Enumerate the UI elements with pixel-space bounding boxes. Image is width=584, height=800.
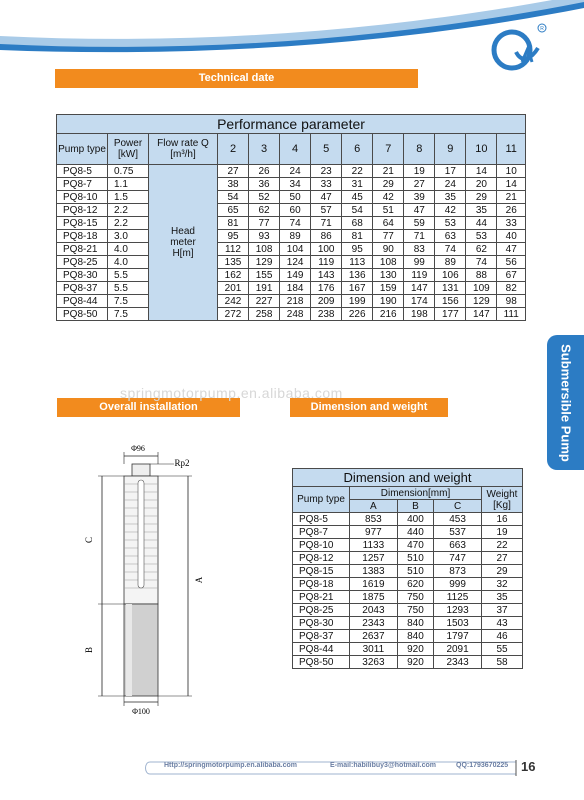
table-row — [57, 191, 526, 204]
dim-b-value: 440 — [397, 526, 433, 539]
table-row — [57, 165, 526, 178]
head-value: 59 — [404, 217, 435, 230]
dim-c-value: 2343 — [434, 656, 482, 669]
footer-email: E-mail:habilibuy3@hotmail.com — [330, 762, 437, 769]
head-value: 39 — [404, 191, 435, 204]
dim-pump-model: PQ8-5 — [293, 513, 350, 526]
dim-pump-model: PQ8-10 — [293, 539, 350, 552]
head-value: 143 — [311, 269, 342, 282]
weight-value: 32 — [482, 578, 523, 591]
power-value: 4.0 — [108, 256, 149, 269]
dim-weight-header: Weight [Kg] — [482, 487, 523, 513]
head-value: 95 — [218, 230, 249, 243]
pump-model: PQ8-7 — [57, 178, 108, 191]
head-value: 64 — [373, 217, 404, 230]
side-tab-label: Submersible Pump — [558, 343, 573, 462]
head-value: 21 — [497, 191, 526, 204]
head-value: 184 — [280, 282, 311, 295]
head-value: 67 — [497, 269, 526, 282]
power-value: 2.2 — [108, 204, 149, 217]
head-value: 21 — [373, 165, 404, 178]
flow-value-header: 4 — [280, 134, 311, 165]
footer-website: Http://springmotorpump.en.alibaba.com — [164, 762, 298, 769]
head-value: 47 — [497, 243, 526, 256]
head-value: 53 — [435, 217, 466, 230]
dim-a-value: 2637 — [350, 630, 398, 643]
head-value: 149 — [280, 269, 311, 282]
head-value: 74 — [466, 256, 497, 269]
dim-c-value: 453 — [434, 513, 482, 526]
dim-c-value: 663 — [434, 539, 482, 552]
table-row — [57, 269, 526, 282]
head-value: 56 — [497, 256, 526, 269]
head-value: 176 — [311, 282, 342, 295]
dim-c-value: 2091 — [434, 643, 482, 656]
head-value: 248 — [280, 308, 311, 321]
dim-a-value: 3263 — [350, 656, 398, 669]
head-value: 24 — [280, 165, 311, 178]
dim-pump-model: PQ8-37 — [293, 630, 350, 643]
power-value: 5.5 — [108, 269, 149, 282]
pump-model: PQ8-21 — [57, 243, 108, 256]
table-row — [293, 565, 523, 578]
head-value: 89 — [435, 256, 466, 269]
power-value: 5.5 — [108, 282, 149, 295]
dim-b-value: 840 — [397, 630, 433, 643]
table-row — [57, 308, 526, 321]
head-value: 17 — [435, 165, 466, 178]
head-value: 108 — [249, 243, 280, 256]
head-value: 209 — [311, 295, 342, 308]
page-number: 16 — [521, 759, 536, 774]
company-logo — [486, 18, 548, 80]
pump-model: PQ8-18 — [57, 230, 108, 243]
head-value: 113 — [342, 256, 373, 269]
head-value: 77 — [373, 230, 404, 243]
dimension-weight-banner: Dimension and weight — [290, 398, 448, 417]
table-row — [57, 295, 526, 308]
table-row — [57, 178, 526, 191]
head-value: 54 — [218, 191, 249, 204]
table-row — [293, 630, 523, 643]
pump-installation-drawing — [80, 440, 240, 720]
head-value: 62 — [249, 204, 280, 217]
head-value: 77 — [249, 217, 280, 230]
dim-c-value: 1503 — [434, 617, 482, 630]
head-value: 31 — [342, 178, 373, 191]
head-value: 218 — [280, 295, 311, 308]
head-value: 198 — [404, 308, 435, 321]
head-value: 81 — [342, 230, 373, 243]
head-value: 242 — [218, 295, 249, 308]
dim-b-value: 750 — [397, 591, 433, 604]
dim-pump-model: PQ8-12 — [293, 552, 350, 565]
power-value: 0.75 — [108, 165, 149, 178]
dim-pump-model: PQ8-18 — [293, 578, 350, 591]
footer-qq: QQ:1793670225 — [456, 762, 509, 769]
dim-b-value: 470 — [397, 539, 433, 552]
head-value: 36 — [249, 178, 280, 191]
dim-b-value: 400 — [397, 513, 433, 526]
head-value: 10 — [497, 165, 526, 178]
dim-a-value: 3011 — [350, 643, 398, 656]
head-value: 190 — [373, 295, 404, 308]
dim-b-value: 750 — [397, 604, 433, 617]
head-value: 42 — [435, 204, 466, 217]
table-row — [293, 656, 523, 669]
table-row — [293, 513, 523, 526]
head-label-line: H[m] — [172, 248, 194, 259]
head-value: 83 — [404, 243, 435, 256]
head-value: 33 — [311, 178, 342, 191]
dimension-b-label: B — [84, 646, 94, 654]
head-value: 63 — [435, 230, 466, 243]
head-value: 74 — [435, 243, 466, 256]
weight-value: 43 — [482, 617, 523, 630]
table-row — [293, 526, 523, 539]
head-value: 81 — [218, 217, 249, 230]
power-value: 3.0 — [108, 230, 149, 243]
head-value: 100 — [311, 243, 342, 256]
head-value: 109 — [466, 282, 497, 295]
head-value: 130 — [373, 269, 404, 282]
dim-b-value: 620 — [397, 578, 433, 591]
table-row — [57, 256, 526, 269]
head-value: 129 — [466, 295, 497, 308]
dim-dimension-header: Dimension[mm] — [350, 487, 482, 500]
dim-pump-model: PQ8-7 — [293, 526, 350, 539]
dimension-a-label: A — [194, 576, 204, 584]
table-row — [293, 617, 523, 630]
head-value: 129 — [249, 256, 280, 269]
head-value: 82 — [497, 282, 526, 295]
power-value: 1.5 — [108, 191, 149, 204]
dim-c-value: 873 — [434, 565, 482, 578]
table-row — [57, 217, 526, 230]
weight-value: 46 — [482, 630, 523, 643]
dim-c-value: 1125 — [434, 591, 482, 604]
head-value: 131 — [435, 282, 466, 295]
table-row — [293, 578, 523, 591]
dim-a-value: 2043 — [350, 604, 398, 617]
head-value: 65 — [218, 204, 249, 217]
table-row — [57, 230, 526, 243]
dim-b-value: 840 — [397, 617, 433, 630]
head-value: 147 — [466, 308, 497, 321]
power-value: 7.5 — [108, 295, 149, 308]
head-label-line: Head — [171, 226, 195, 237]
svg-text:R: R — [540, 26, 544, 32]
head-value: 162 — [218, 269, 249, 282]
dim-a-value: 1875 — [350, 591, 398, 604]
weight-value: 19 — [482, 526, 523, 539]
pump-model: PQ8-15 — [57, 217, 108, 230]
dimension-table — [292, 468, 523, 669]
head-value: 50 — [280, 191, 311, 204]
flow-value-header: 6 — [342, 134, 373, 165]
head-value: 20 — [466, 178, 497, 191]
head-value: 238 — [311, 308, 342, 321]
technical-date-banner: Technical date — [55, 69, 418, 88]
weight-value: 29 — [482, 565, 523, 578]
head-value: 52 — [249, 191, 280, 204]
head-value: 19 — [404, 165, 435, 178]
dim-b-value: 920 — [397, 643, 433, 656]
dim-pump-model: PQ8-50 — [293, 656, 350, 669]
head-value: 51 — [373, 204, 404, 217]
table-row — [57, 204, 526, 217]
head-value: 40 — [497, 230, 526, 243]
head-value: 95 — [342, 243, 373, 256]
power-value: 4.0 — [108, 243, 149, 256]
pump-model: PQ8-50 — [57, 308, 108, 321]
head-value: 57 — [311, 204, 342, 217]
head-value: 26 — [497, 204, 526, 217]
head-value: 33 — [497, 217, 526, 230]
pump-model: PQ8-10 — [57, 191, 108, 204]
head-value: 47 — [311, 191, 342, 204]
head-value: 227 — [249, 295, 280, 308]
dim-c-value: 1797 — [434, 630, 482, 643]
head-value: 35 — [466, 204, 497, 217]
dim-pump-model: PQ8-25 — [293, 604, 350, 617]
weight-value: 58 — [482, 656, 523, 669]
head-value: 68 — [342, 217, 373, 230]
head-value: 29 — [466, 191, 497, 204]
flow-value-header: 2 — [218, 134, 249, 165]
head-value: 24 — [435, 178, 466, 191]
head-value: 167 — [342, 282, 373, 295]
head-value: 26 — [249, 165, 280, 178]
dimension-c-label: C — [84, 536, 94, 544]
head-value: 119 — [311, 256, 342, 269]
head-value: 86 — [311, 230, 342, 243]
head-value: 71 — [311, 217, 342, 230]
dim-c-value: 1293 — [434, 604, 482, 617]
weight-value: 37 — [482, 604, 523, 617]
flow-value-header: 8 — [404, 134, 435, 165]
performance-title: Performance parameter — [57, 115, 526, 134]
head-value: 174 — [404, 295, 435, 308]
pump-model: PQ8-12 — [57, 204, 108, 217]
dim-b-value: 920 — [397, 656, 433, 669]
flow-value-header: 9 — [435, 134, 466, 165]
table-row — [293, 604, 523, 617]
head-value: 23 — [311, 165, 342, 178]
thread-label: Rp2 — [174, 458, 190, 468]
head-value: 34 — [280, 178, 311, 191]
head-value: 119 — [404, 269, 435, 282]
submersible-pump-tab — [547, 335, 584, 470]
head-value: 135 — [218, 256, 249, 269]
head-value: 74 — [280, 217, 311, 230]
head-value: 147 — [404, 282, 435, 295]
table-row — [57, 282, 526, 295]
pump-model: PQ8-37 — [57, 282, 108, 295]
flow-value-header: 11 — [497, 134, 526, 165]
head-value: 44 — [466, 217, 497, 230]
head-value: 177 — [435, 308, 466, 321]
head-value: 45 — [342, 191, 373, 204]
power-value: 2.2 — [108, 217, 149, 230]
dim-a-value: 1383 — [350, 565, 398, 578]
head-value: 53 — [466, 230, 497, 243]
weight-value: 35 — [482, 591, 523, 604]
dim-c-value: 999 — [434, 578, 482, 591]
dim-pump-model: PQ8-30 — [293, 617, 350, 630]
flow-rate-header: Flow rate Q [m³/h] — [149, 134, 218, 165]
head-value: 156 — [435, 295, 466, 308]
dim-pump-model: PQ8-21 — [293, 591, 350, 604]
performance-table — [56, 114, 526, 321]
dim-c-value: 747 — [434, 552, 482, 565]
dim-a-value: 1133 — [350, 539, 398, 552]
head-label-line: meter — [170, 237, 196, 248]
dim-a-value: 977 — [350, 526, 398, 539]
head-value: 124 — [280, 256, 311, 269]
head-value: 272 — [218, 308, 249, 321]
dim-b-header: B — [397, 500, 433, 513]
head-value: 14 — [497, 178, 526, 191]
watermark-text: springmotorpump.en.alibaba.com — [120, 385, 343, 401]
weight-value: 27 — [482, 552, 523, 565]
flow-value-header: 5 — [311, 134, 342, 165]
top-diameter-label: Φ96 — [131, 444, 145, 453]
head-value: 111 — [497, 308, 526, 321]
weight-value: 55 — [482, 643, 523, 656]
head-value: 99 — [404, 256, 435, 269]
head-value: 71 — [404, 230, 435, 243]
dim-c-value: 537 — [434, 526, 482, 539]
table-row — [293, 591, 523, 604]
head-value: 42 — [373, 191, 404, 204]
head-value: 27 — [218, 165, 249, 178]
overall-installation-banner: Overall installation — [57, 398, 240, 417]
dim-a-header: A — [350, 500, 398, 513]
dim-pump-model: PQ8-15 — [293, 565, 350, 578]
pump-model: PQ8-44 — [57, 295, 108, 308]
head-value: 258 — [249, 308, 280, 321]
pump-model: PQ8-25 — [57, 256, 108, 269]
table-row — [293, 552, 523, 565]
head-value: 60 — [280, 204, 311, 217]
head-value: 47 — [404, 204, 435, 217]
head-value: 201 — [218, 282, 249, 295]
head-value: 62 — [466, 243, 497, 256]
head-value: 136 — [342, 269, 373, 282]
head-meter-label — [149, 165, 218, 321]
head-value: 38 — [218, 178, 249, 191]
head-value: 54 — [342, 204, 373, 217]
dimension-title: Dimension and weight — [293, 469, 523, 487]
head-value: 106 — [435, 269, 466, 282]
head-value: 89 — [280, 230, 311, 243]
pump-model: PQ8-5 — [57, 165, 108, 178]
head-value: 90 — [373, 243, 404, 256]
dim-a-value: 2343 — [350, 617, 398, 630]
table-row — [293, 643, 523, 656]
dim-a-value: 1619 — [350, 578, 398, 591]
power-header: Power [kW] — [108, 134, 149, 165]
flow-value-header: 3 — [249, 134, 280, 165]
power-value: 7.5 — [108, 308, 149, 321]
head-value: 104 — [280, 243, 311, 256]
head-value: 93 — [249, 230, 280, 243]
head-value: 112 — [218, 243, 249, 256]
table-row — [57, 243, 526, 256]
head-value: 27 — [404, 178, 435, 191]
head-value: 191 — [249, 282, 280, 295]
head-value: 14 — [466, 165, 497, 178]
pump-model: PQ8-30 — [57, 269, 108, 282]
head-value: 88 — [466, 269, 497, 282]
head-value: 98 — [497, 295, 526, 308]
head-value: 155 — [249, 269, 280, 282]
head-value: 226 — [342, 308, 373, 321]
head-value: 216 — [373, 308, 404, 321]
dim-b-value: 510 — [397, 565, 433, 578]
power-value: 1.1 — [108, 178, 149, 191]
head-value: 29 — [373, 178, 404, 191]
weight-value: 16 — [482, 513, 523, 526]
dim-b-value: 510 — [397, 552, 433, 565]
flow-value-header: 10 — [466, 134, 497, 165]
dim-a-value: 1257 — [350, 552, 398, 565]
head-value: 35 — [435, 191, 466, 204]
head-value: 22 — [342, 165, 373, 178]
table-row — [293, 539, 523, 552]
dim-pump-type-header: Pump type — [293, 487, 350, 513]
flow-value-header: 7 — [373, 134, 404, 165]
dim-pump-model: PQ8-44 — [293, 643, 350, 656]
head-value: 159 — [373, 282, 404, 295]
bottom-diameter-label: Φ100 — [132, 707, 150, 716]
head-value: 199 — [342, 295, 373, 308]
dim-a-value: 853 — [350, 513, 398, 526]
dim-c-header: C — [434, 500, 482, 513]
head-value: 108 — [373, 256, 404, 269]
weight-value: 22 — [482, 539, 523, 552]
pump-type-header: Pump type — [57, 134, 108, 165]
